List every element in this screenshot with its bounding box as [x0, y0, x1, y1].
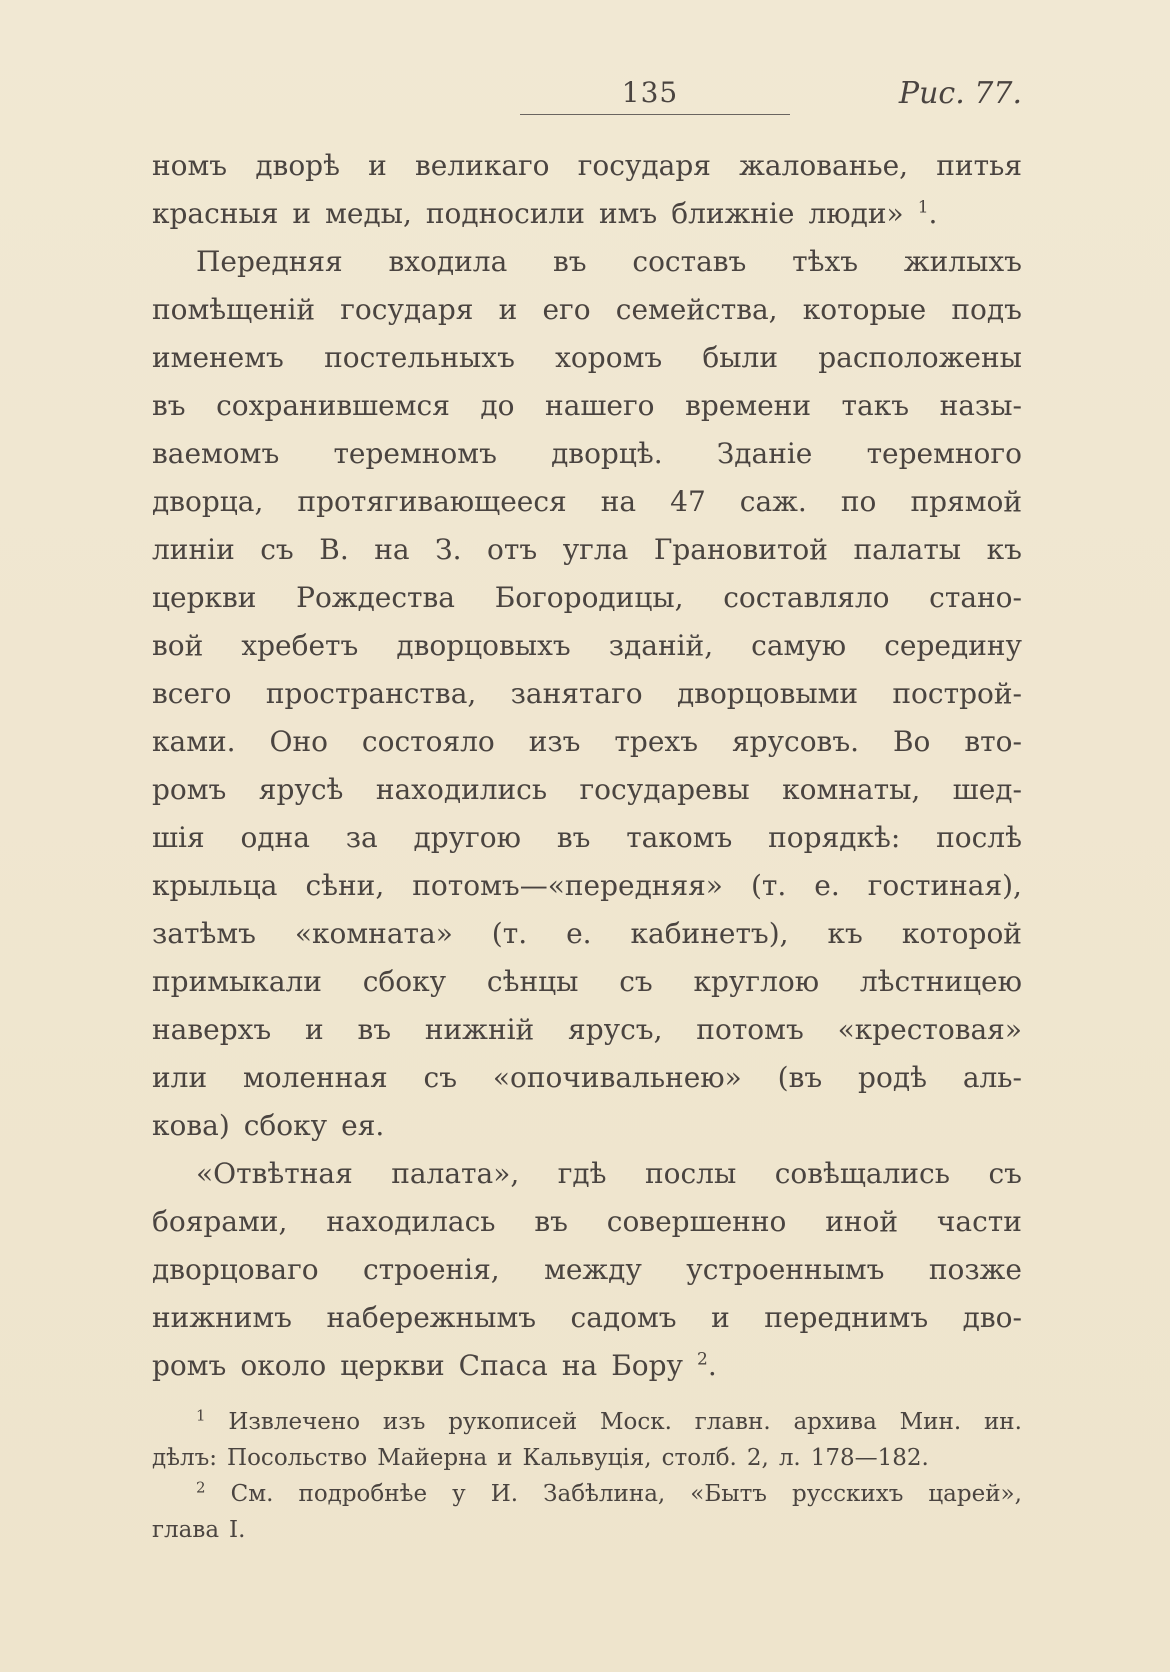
- footnotes: [152, 1404, 1022, 1548]
- text-line: именемъ постельныхъ хоромъ были расположены: [152, 341, 1022, 374]
- text-line: церкви Рождества Богородицы, составляло стано-: [152, 581, 1022, 614]
- page-number: 135: [621, 76, 679, 109]
- footnote-line: дѣлъ: Посольство Майерна и Кальвуція, столб. 2, л. 178—182.: [152, 1445, 929, 1471]
- text-line: ваемомъ теремномъ дворцѣ. Зданіе теремного: [152, 437, 1022, 470]
- text-line: «Отвѣтная палата», гдѣ послы совѣщались съ: [196, 1157, 1022, 1190]
- text-line: всего пространства, занятаго дворцовыми построй-: [152, 677, 1022, 710]
- text-line: дворца, протягивающееся на 47 саж. по прямой: [152, 485, 1022, 518]
- text-line: ромъ ярусѣ находились государевы комнаты, шед-: [152, 773, 1022, 806]
- text-line: нижнимъ набережнымъ садомъ и переднимъ дво-: [152, 1301, 1022, 1334]
- text-line: дворцоваго строенія, между устроеннымъ позже: [152, 1253, 1022, 1286]
- text-line: помѣщеній государя и его семейства, которые подъ: [152, 293, 1022, 326]
- footnote-line: $^1$ Извлечено изъ рукописей Моск. главн. архива Мин. ин.: [196, 1406, 1022, 1435]
- text-line: Передняя входила въ составъ тѣхъ жилыхъ: [196, 245, 1022, 278]
- text-line: примыкали сбоку сѣнцы съ круглою лѣстницею: [152, 965, 1022, 998]
- text-line: кова) сбоку ея.: [152, 1109, 385, 1142]
- text-line: номъ дворѣ и великаго государя жалованье, питья: [152, 149, 1022, 182]
- page-header: [140, 70, 1022, 120]
- text-line: крыльца сѣни, потомъ—«передняя» (т. е. гостиная),: [152, 869, 1022, 902]
- main-text: [152, 142, 1022, 1390]
- footnote-line: $^2$ См. подробнѣе у И. Забѣлина, «Бытъ русскихъ царей»,: [196, 1478, 1022, 1507]
- text-line: ромъ около церкви Спаса на Бору $^2$.: [152, 1349, 717, 1382]
- text-line: красныя и меды, подносили имъ ближніе люди» $^1$.: [152, 197, 938, 230]
- text-line: затѣмъ «комната» (т. е. кабинетъ), къ которой: [152, 917, 1022, 950]
- footnote-line: глава I.: [152, 1517, 246, 1543]
- text-line: линіи съ В. на З. отъ угла Грановитой палаты къ: [152, 533, 1022, 566]
- text-line: шія одна за другою въ такомъ порядкѣ: послѣ: [152, 821, 1022, 854]
- text-line: въ сохранившемся до нашего времени такъ назы-: [152, 389, 1022, 422]
- figure-reference: Рис. 77.: [898, 76, 1022, 111]
- text-line: наверхъ и въ нижній ярусъ, потомъ «крестовая»: [152, 1013, 1022, 1046]
- text-line: или моленная съ «опочивальнею» (въ родѣ аль-: [152, 1061, 1022, 1094]
- text-line: боярами, находилась въ совершенно иной части: [152, 1205, 1022, 1238]
- text-line: вой хребетъ дворцовыхъ зданій, самую середину: [152, 629, 1022, 662]
- text-line: ками. Оно состояло изъ трехъ ярусовъ. Во вто-: [152, 725, 1022, 758]
- header-rule: [520, 114, 790, 115]
